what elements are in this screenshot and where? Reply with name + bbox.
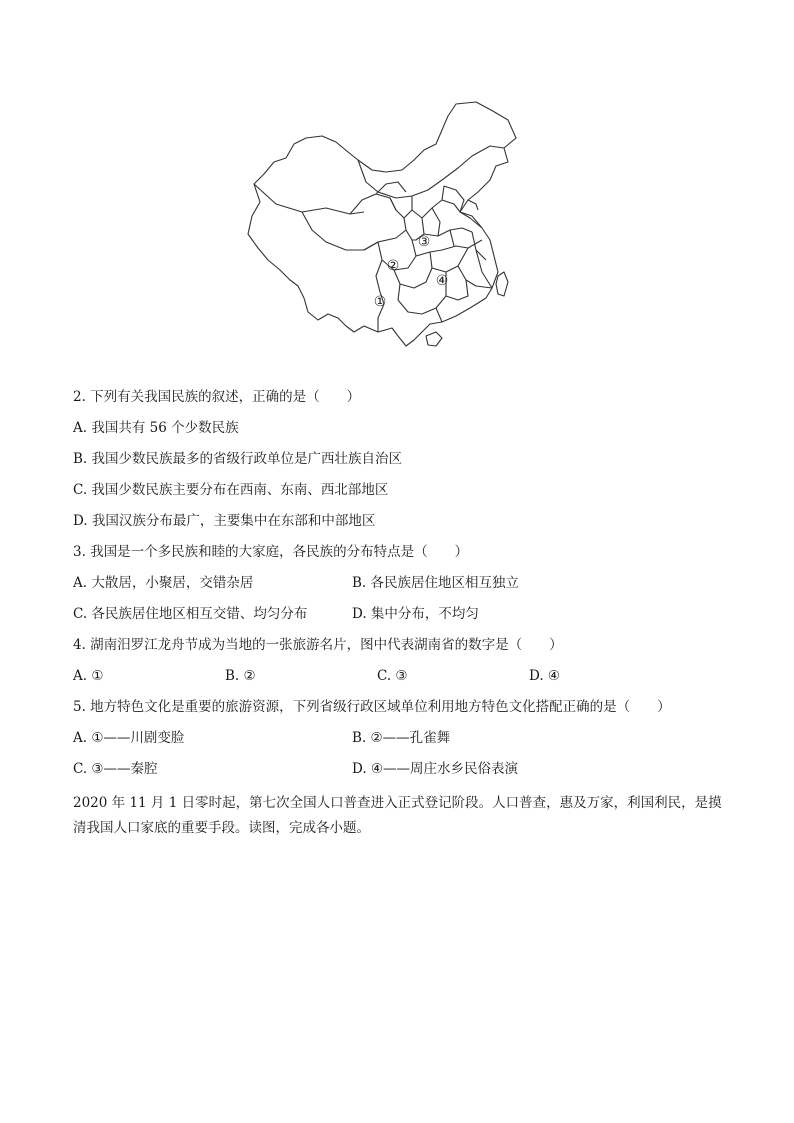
- map-marker-3: ③: [417, 234, 431, 250]
- q3-stem: 3. 我国是一个多民族和睦的大家庭，各民族的分布特点是（ ）: [73, 544, 469, 560]
- q3-option-a: A. 大散居，小聚居，交错杂居: [73, 575, 254, 591]
- map-marker-2: ②: [386, 258, 400, 274]
- q2-stem: 2. 下列有关我国民族的叙述，正确的是（ ）: [73, 389, 361, 405]
- q5-option-c: C. ③——秦腔: [73, 761, 158, 777]
- q5-option-b: B. ②——孔雀舞: [352, 730, 451, 746]
- q5-options-row-2: [73, 758, 733, 789]
- q4-stem: 4. 湖南汨罗江龙舟节成为当地的一张旅游名片，图中代表湖南省的数字是（ ）: [73, 637, 563, 653]
- china-map-figure: [246, 100, 521, 350]
- hainan-island: [426, 332, 442, 346]
- q5-options-row-1: [73, 727, 733, 758]
- q2-option-b: B. 我国少数民族最多的省级行政单位是广西壮族自治区: [73, 451, 403, 467]
- q2-option-c: C. 我国少数民族主要分布在西南、东南、西北部地区: [73, 482, 389, 498]
- q3-option-d: D. 集中分布，不均匀: [352, 606, 479, 622]
- q2-option-a: A. 我国共有 56 个少数民族: [73, 420, 239, 436]
- census-intro-paragraph: [73, 791, 733, 841]
- china-province-outline-map: [246, 100, 521, 350]
- q2-option-d: D. 我国汉族分布最广，主要集中在东部和中部地区: [73, 513, 376, 529]
- q4-option-c: C. ③: [377, 668, 408, 684]
- q5-option-a: A. ①——川剧变脸: [73, 730, 185, 746]
- question-content: [73, 386, 733, 841]
- map-marker-1: ①: [373, 294, 387, 310]
- q3-options-row-2: [73, 603, 733, 634]
- q3-options-row-1: [73, 572, 733, 603]
- q3-option-c: C. 各民族居住地区相互交错、均匀分布: [73, 606, 308, 622]
- map-marker-4: ④: [435, 273, 449, 289]
- q4-option-d: D. ④: [529, 668, 561, 684]
- q4-option-a: A. ①: [73, 668, 104, 684]
- census-intro-line-2: 清我国人口家底的重要手段。读图，完成各小题。: [73, 820, 370, 836]
- q3-option-b: B. 各民族居住地区相互独立: [352, 575, 520, 591]
- q4-option-b: B. ②: [225, 668, 256, 684]
- census-intro-line-1: 2020 年 11 月 1 日零时起，第七次全国人口普查进入正式登记阶段。人口普查，惠及万家，利国利民，是摸: [73, 795, 722, 811]
- q5-stem: 5. 地方特色文化是重要的旅游资源，下列省级行政区域单位利用地方特色文化搭配正确的是（ ）: [73, 699, 671, 715]
- q5-option-d: D. ④——周庄水乡民俗表演: [352, 761, 519, 777]
- taiwan-island: [496, 272, 508, 296]
- q4-options-row: [73, 665, 733, 696]
